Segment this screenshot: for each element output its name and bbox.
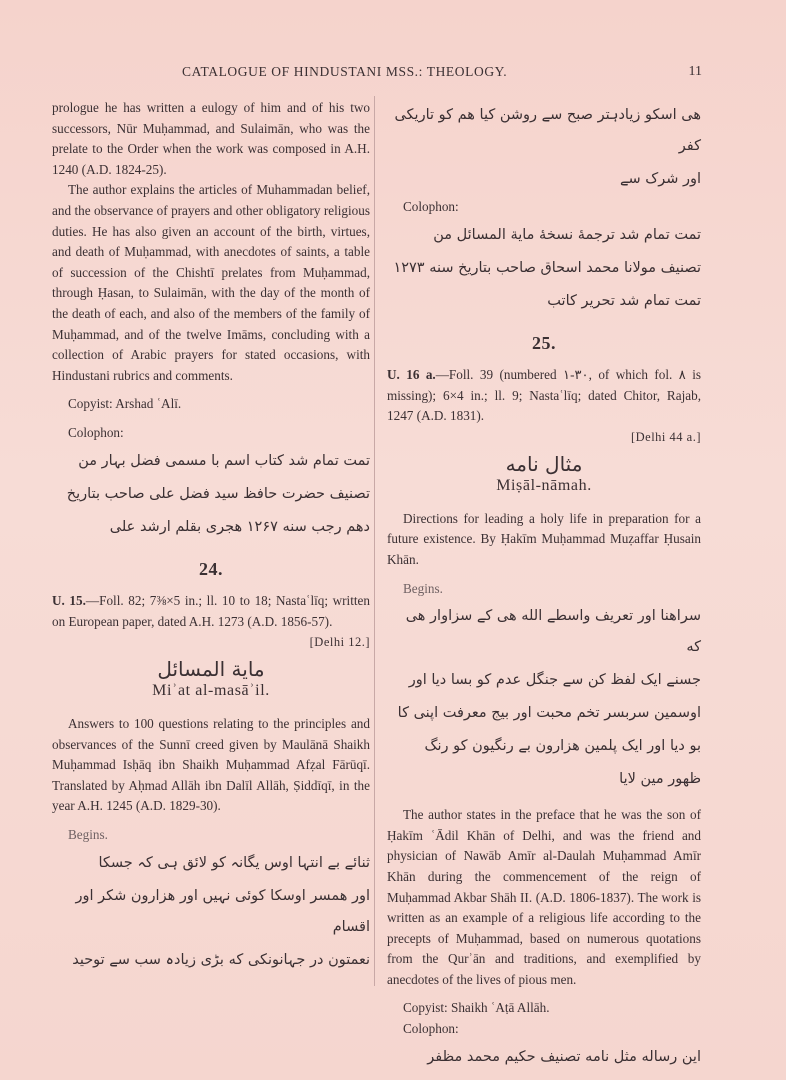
urdu-colophon-line: تصنیف مولانا محمد اسحاق صاحب بتاریخ سنه ۱۲۷۳ — [393, 259, 701, 276]
urdu-colophon-line: تمت تمام شد تحریر کاتب — [547, 292, 701, 309]
description-text: —Foll. 39 (numbered ۱-۳۰, of which fol. ۸ is missing); 6×4 in.; ll. 9; Nastaʿlīq; dated Chitor, Rajab, 1247 (A.D. 1831). — [387, 367, 701, 424]
urdu-begins-line: جسنے ایک لفظ کن سے جنگل عدم کو بسا دیا اور — [408, 672, 701, 689]
urdu-colophon-line: تمت تمام شد ترجمهٔ نسخهٔ ماية المسائل من — [433, 226, 701, 243]
urdu-begins-line: اور همسر اوسکا کوئی نہیں اور هزارون شکر اور اقسام — [75, 887, 370, 935]
entry-title: Miṣāl-nāmah. — [496, 477, 592, 495]
entry-description — [52, 591, 370, 632]
left-para-1: prologue he has written a eulogy of him and of his two successors, Nūr Muḥammad, and Sulaimān, who was the prelate to the Order when the work was composed in A.H. 1240 (A.D. 1824-25). — [52, 100, 370, 177]
column-divider — [374, 96, 375, 986]
entry-number: 25. — [532, 332, 556, 353]
urdu-colophon-line: دهم رجب سنه ۱۲۶۷ هجری بقلم ارشد علی — [109, 518, 370, 535]
urdu-begins-line: اوسمین سربسر تخم محبت اور بیج معرفت اپنی کا — [397, 705, 701, 722]
entry-paragraph: The author states in the preface that he was the son of Ḥakīm ʿĀdil Khān of Delhi, and was the friend and physician of Nawāb Amīr al-Daulah Muḥammad Amīr Khān during the commencement of the reign of Muḥammad Akbar Shāh II. (A.D. 1806-1837). The work is written as an example of a religious life according to the precepts of Muḥammad, based on numerous quotations from the Qurʾān and traditions, and exemplified by anecdotes of the lives of pious men. — [387, 807, 701, 987]
entry-paragraph: Answers to 100 questions relating to the principles and observances of the Sunnī creed given by Maulānā Shaikh Muḥammad Isḥāq ibn Shaikh Muḥammad Afẓal Fārūqī. Translated by Aḥmad Allāh ibn Dalīl Allāh, Ṣiddīqī, in the year A.H. 1245 (A.D. 1829-30). — [52, 716, 370, 814]
urdu-title: ماية المسائل — [157, 656, 265, 681]
entry-description — [387, 365, 701, 427]
left-para-2: The author explains the articles of Muhammadan belief, and the observance of prayers and other obligatory religious duties. He has also given an account of the birth, virtues, and death of Muḥammad, with anecdotes of saints, a table of succession of the Chishtī prelates from Muḥammad, through Ḥasan, to Sulaimān, with the day of the month of the death of each, and also of the members of the family of Muḥammad, and of the twelve Imāms, concluding with a collection of Arabic prayers for stated occasions, with Hindustani rubrics and comments. — [52, 182, 370, 383]
copyist-line: Copyist: Shaikh ʿAṭā Allāh. — [403, 1000, 550, 1016]
left-column — [52, 98, 370, 978]
shelfmark: U. 16 a. — [387, 367, 436, 383]
entry-paragraph: Directions for leading a holy life in preparation for a future existence. By Ḥakīm Muḥammad Muẓaffar Ḥusain Khān. — [387, 510, 701, 567]
urdu-colophon-line: این رساله مثل نامه تصنیف حکیم محمد مظفر — [427, 1048, 701, 1065]
urdu-continuation-line: اور شرک سے — [619, 171, 701, 187]
urdu-begins-line: نعمتون در جہانونکی که بڑی زیادہ سب سے توحید — [72, 951, 370, 968]
reference-mark: [Delhi 12.] — [309, 635, 370, 650]
page-header — [52, 64, 702, 86]
begins-label: Begins. — [68, 827, 108, 843]
urdu-begins-line: ثنائے بے انتہا اوس یگانہ کو لائق ہی کہ جسکا — [98, 854, 370, 871]
copyist-line: Copyist: Arshad ʿAlī. — [68, 396, 182, 412]
begins-label: Begins. — [403, 580, 443, 596]
reference-mark: [Delhi 44 a.] — [630, 429, 701, 444]
shelfmark: U. 15. — [52, 593, 86, 609]
colophon-label: Colophon: — [403, 199, 459, 214]
right-column — [387, 98, 701, 1075]
colophon-label: Colophon: — [68, 424, 124, 440]
urdu-colophon-line: تمت تمام شد کتاب اسم با مسمی فضل بہار من — [78, 452, 370, 469]
running-title: CATALOGUE OF HINDUSTANI MSS.: THEOLOGY. — [182, 64, 508, 79]
urdu-title: مثال نامه — [505, 451, 583, 476]
urdu-begins-line: بو دیا اور ایک پلمین هزارون بے رنگیون کو رنگ — [424, 738, 701, 755]
urdu-continuation-line: هی اسکو زیادہتر صبح سے روشن کیا هم کو تاریکی کفر — [394, 107, 701, 154]
colophon-label: Colophon: — [403, 1021, 459, 1037]
urdu-begins-line: سراهنا اور تعریف واسطے الله هی کے سزاوار هی که — [405, 608, 701, 656]
description-text: —Foll. 82; 7⅜×5 in.; ll. 10 to 18; Nastaʿlīq; written on European paper, dated A.H. 1273 (A.D. 1856-57). — [52, 593, 370, 629]
entry-number: 24. — [199, 558, 223, 579]
urdu-colophon-line: تصنیف حضرت حافظ سید فضل علی صاحب بتاریخ — [66, 485, 370, 502]
entry-title: Miʾat al-masāʾil. — [152, 682, 270, 700]
page-number: 11 — [688, 64, 702, 79]
urdu-begins-line: ظهور مین لایا — [619, 771, 701, 788]
